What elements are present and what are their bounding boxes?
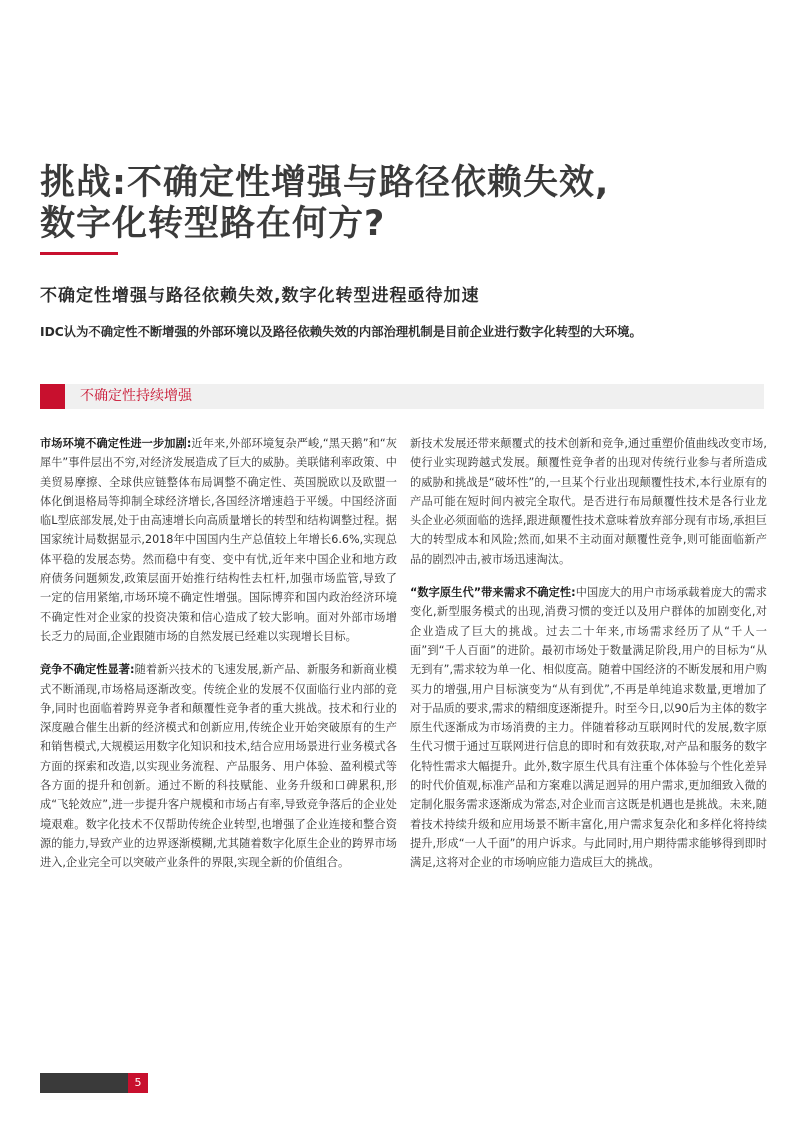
section-label: 不确定性持续增强 — [80, 388, 192, 404]
intro-statement: IDC认为不确定性不断增强的外部环境以及路径依赖失效的内部治理机制是目前企业进行数字化转型的大环境。 — [40, 325, 642, 339]
paragraph-heading: 市场环境不确定性进一步加剧: — [40, 437, 192, 450]
page-title — [40, 163, 760, 245]
footer-bar — [40, 1073, 128, 1093]
paragraph-text: 近年来,外部环境复杂严峻,“黑天鹅”和“灰犀牛”事件层出不穷,对经济发展造成了巨大的威胁。美联储利率政策、中美贸易摩擦、全球供应链整体布局调整不确定性、英国脱欧以及欧盟一体化倒退格局等抑制全球经济增长,各国经济增速趋于平缓。中国经济面临L型底部发展,处于由高速增长向高质量增长的转型和结构调整过程。据国家统计局数据显示,2018年中国国内生产总值较上年增长6.6%,实现总体平稳的发展态势。然而稳中有变、变中有忧,近年来中国企业和地方政府债务问题频发,政策层面开始推行结构性去杠杆,加强市场监管,导致了一定的信用紧缩,市场环境不确定性增强。国际博弈和国内政治经济环境不确定性对企业家的投资决策和信心造成了较大影响。面对外部市场增长乏力的局面,企业跟随市场的自然发展已经难以实现增长目标。 — [40, 437, 397, 643]
paragraph-market-uncertainty — [40, 434, 397, 646]
section-marker-square — [40, 384, 65, 409]
paragraph-competition-uncertainty — [40, 660, 397, 872]
left-column — [40, 434, 397, 887]
paragraph-text: 中国庞大的用户市场承载着庞大的需求变化,新型服务模式的出现,消费习惯的变迁以及用户群体的加剧变化,对企业造成了巨大的挑战。过去二十年来,市场需求经历了从“千人一面”到“千人百面”的进阶。最初市场处于数量满足阶段,用户的目标为“从无到有”,需求较为单一化、相似度高。随着中国经济的不断发展和用户购买力的增强,用户目标演变为“从有到优”,不再是单纯追求数量,更增加了对于品质的要求,需求的精细度逐渐提升。时至今日,以90后为主体的数字原生代逐渐成为市场消费的主力。伴随着移动互联网时代的发展,数字原生代习惯于通过互联网进行信息的即时和有效获取,对产品和服务的数字化特性需求大幅提升。此外,数字原生代具有注重个体体验与个性化差异的时代价值观,标准产品和方案难以满足迥异的用户需求,更加细致入微的定制化服务需求逐渐成为常态,对企业而言这既是机遇也是挑战。未来,随着技术持续升级和应用场景不断丰富化,用户需求复杂化和多样化将持续提升,形成“一人千面”的用户诉求。与此同时,用户期待需求能够得到即时满足,这将对企业的市场响应能力造成巨大的挑战。 — [410, 586, 767, 870]
right-column — [410, 434, 767, 887]
page-title-line-1: 挑战:不确定性增强与路径依赖失效, — [40, 163, 610, 203]
paragraph-digital-natives — [410, 583, 767, 872]
paragraph-disruptive-competition — [410, 434, 767, 569]
paragraph-text: 新技术发展还带来颠覆式的技术创新和竞争,通过重塑价值曲线改变市场,使行业实现跨越式发展。颠覆性竞争者的出现对传统行业参与者所造成的威胁和挑战是“破坏性”的,一旦某个行业出现颠覆性技术,本行业原有的产品可能在短时间内被完全取代。是否进行布局颠覆性技术是各行业龙头企业必须面临的选择,跟进颠覆性技术意味着放弃部分现有市场,承担巨大的转型成本和风险;然而,如果不主动面对颠覆性竞争,则可能面临新产品的剧烈冲击,被市场迅速淘汰。 — [410, 437, 767, 566]
page-title-line-2: 数字化转型路在何方? — [40, 204, 386, 244]
paragraph-text: 随着新兴技术的飞速发展,新产品、新服务和新商业模式不断涌现,市场格局逐渐改变。传统企业的发展不仅面临行业内部的竞争,同时也面临着跨界竞争者和颠覆性竞争者的重大挑战。技术和行业的深度融合催生出新的经济模式和创新应用,传统企业开始突破原有的生产和销售模式,大规模运用数字化知识和技术,结合应用场景进行业务模式各方面的探索和改造,以实现业务流程、产品服务、用户体验、盈利模式等各方面的提升和创新。通过不断的科技赋能、业务升级和口碑累积,形成“飞轮效应”,进一步提升客户规模和市场占有率,导致竞争落后的企业处境艰难。数字化技术不仅帮助传统企业转型,也增强了企业连接和整合资源的能力,导致产业的边界逐渐模糊,尤其随着数字化原生企业的跨界市场进入,企业完全可以突破产业条件的界限,实现全新的价值组合。 — [40, 663, 397, 870]
subtitle: 不确定性增强与路径依赖失效,数字化转型进程亟待加速 — [40, 286, 480, 306]
paragraph-heading: “数字原生代”带来需求不确定性: — [410, 586, 576, 600]
title-underline-rule — [40, 252, 118, 255]
section-header — [40, 384, 764, 409]
page-number: 5 — [128, 1073, 148, 1093]
paragraph-heading: 竞争不确定性显著: — [40, 663, 135, 677]
